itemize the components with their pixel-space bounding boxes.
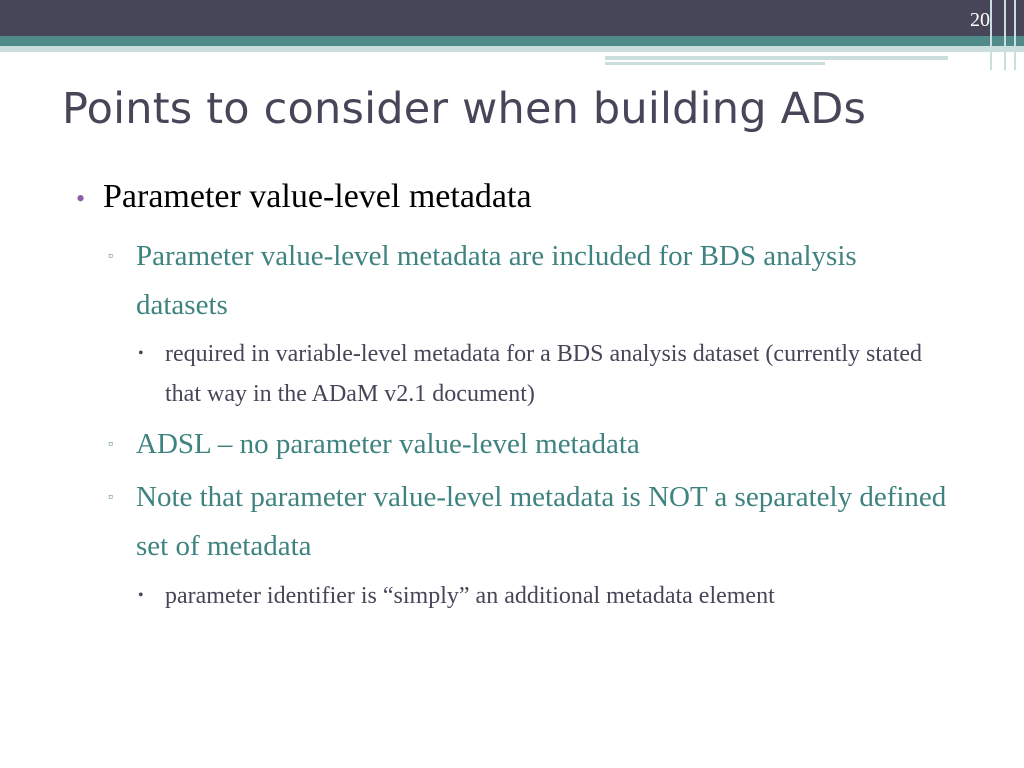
decorative-vertical-line (1004, 0, 1006, 70)
bullet-level1 (76, 174, 532, 222)
bullet-text: Parameter value-level metadata (103, 178, 532, 215)
bullet-marker-icon: • (138, 587, 144, 604)
bullet-level2 (108, 232, 948, 330)
bullet-text: ADSL – no parameter value-level metadata (136, 428, 640, 460)
decorative-line (605, 56, 948, 60)
header-band-teal (0, 36, 1024, 46)
square-bullet-icon: ▫ (108, 490, 113, 505)
slide-number: 20 (970, 9, 990, 31)
square-bullet-icon: ▫ (108, 437, 113, 452)
bullet-text: required in variable-level metadata for a BDS analysis dataset (currently stated that way in the ADaM v2.1 document) (165, 341, 923, 407)
decorative-vertical-line (1014, 0, 1016, 70)
bullet-level2 (108, 473, 948, 571)
header-band-dark (0, 0, 1024, 36)
bullet-level3 (138, 576, 948, 616)
bullet-level2 (108, 420, 948, 469)
header-band-light (0, 46, 1024, 52)
bullet-text: Note that parameter value-level metadata is NOT a separately defined set of metadata (136, 481, 947, 562)
bullet-marker-icon: • (138, 345, 144, 362)
square-bullet-icon: ▫ (108, 249, 113, 264)
bullet-marker-icon: • (76, 184, 86, 213)
decorative-line (605, 62, 825, 65)
decorative-vertical-line (990, 0, 992, 70)
bullet-text: parameter identifier is “simply” an additional metadata element (165, 583, 775, 609)
bullet-level3 (138, 334, 948, 414)
bullet-text: Parameter value-level metadata are included for BDS analysis datasets (136, 240, 857, 321)
slide-title: Points to consider when building ADs (62, 84, 867, 134)
